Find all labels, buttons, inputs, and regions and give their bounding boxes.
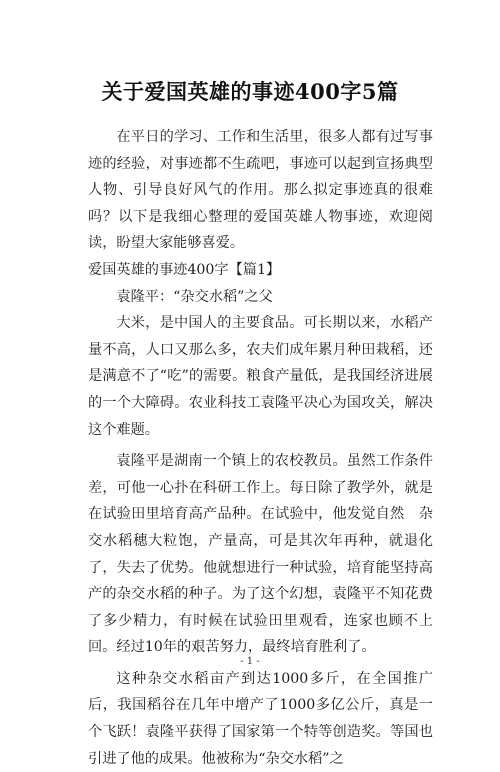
section-heading: 爱国英雄的事迹400字【篇1】 [88,261,281,278]
body-paragraph: 袁隆平是湖南一个镇上的农校教员。虽然工作条件差，可他一心扑在科研工作上。每日除了教学外，就是在试验田里培育高产品种。在试验中，他发觉自然 杂交水稻穗大粒饱，产量高，可是其次年再种，就退化了，失去了优势。他就想进行一种试验，培育能坚持高产的杂交水稻的种子。为了这个幻想，袁隆平不知花费了多少精力，有时候在试验田里观看，连家也顾不上回。经过10年的艰苦努力，最终培育胜利了。 [88,453,433,656]
intro-paragraph: 在平日的学习、工作和生活里，很多人都有过写事迹的经验，对事迹都不生疏吧，事迹可以起到宣扬典型人物、引导良好风气的作用。那么拟定事迹真的很难吗？以下是我细心整理的爱国英雄人物事迹，欢迎阅读，盼望大家能够喜爱。 [88,129,433,252]
document-body [88,124,433,772]
page-title: 关于爱国英雄的事迹400字5篇 [101,79,399,104]
body-paragraph: 大米，是中国人的主要食品。可长期以来，水稻产量不高，人口又那么多，农夫们成年累月种田栽稻，还是满意不了“吃”的需要。粮食产量低，是我国经济进展的一个大障碍。农业科技工袁隆平决心为国攻关，解决这个难题。 [88,315,433,438]
body-paragraph: 这种杂交水稻亩产到达1000多斤，在全国推广后，我国稻谷在几年中增产了1000多亿公斤，真是一个飞跃！袁隆平获得了国家第一个特等创造奖。等国也引进了他的成果。他被称为“杂交水稻”之 [88,670,433,767]
page-number: - 1 - [240,656,260,667]
subsection-heading: 袁隆平：“杂交水稻”之父 [116,288,273,305]
